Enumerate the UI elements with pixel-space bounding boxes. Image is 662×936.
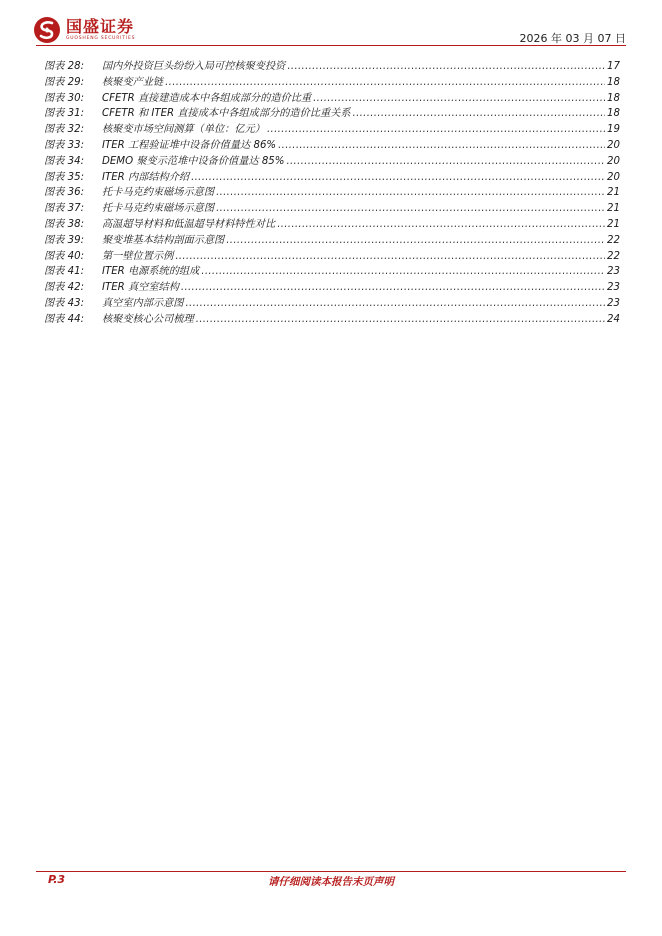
toc-entry-title: ITER 内部结构介绍 (102, 171, 190, 183)
toc-entry[interactable] (44, 57, 620, 73)
disclaimer-note: 请仔细阅读本报告末页声明 (268, 876, 394, 888)
toc-entry-page: 18 (607, 92, 620, 104)
toc-entry-title: ITER 电源系统的组成 (102, 266, 200, 278)
toc-entry-title: 真空室内部示意图 (102, 297, 184, 309)
toc-dot-leader (226, 235, 605, 246)
toc-dot-leader (267, 124, 605, 135)
page-header (0, 0, 662, 48)
toc-entry-number: 图表 43: (44, 297, 85, 309)
toc-dot-leader (201, 266, 605, 277)
toc-entry-page: 18 (607, 76, 620, 88)
toc-entry-title: 聚变堆基本结构剖面示意图 (102, 234, 225, 246)
toc-dot-leader (278, 140, 605, 151)
toc-entry-title: ITER 工程验证堆中设备价值量达 86% (102, 139, 277, 151)
toc-entry-number: 图表 32: (44, 124, 85, 136)
toc-dot-leader (277, 219, 605, 230)
toc-entry[interactable] (44, 136, 620, 152)
toc-entry[interactable] (44, 120, 620, 136)
toc-entry[interactable] (44, 89, 620, 105)
toc-entry[interactable] (44, 231, 620, 247)
toc-entry-number: 图表 36: (44, 187, 85, 199)
toc-dot-leader (287, 61, 605, 72)
toc-dot-leader (186, 298, 606, 309)
footer-divider (36, 871, 626, 872)
toc-dot-leader (286, 156, 605, 167)
toc-entry[interactable] (44, 73, 620, 89)
toc-entry-page: 24 (607, 313, 620, 325)
toc-entry-page: 20 (607, 155, 620, 167)
toc-entry-number: 图表 38: (44, 218, 85, 230)
toc-entry-page: 23 (607, 297, 620, 309)
toc-entry-page: 19 (607, 124, 620, 136)
figure-index-list (44, 57, 620, 326)
toc-entry-title: 国内外投资巨头纷纷入局可控核聚变投资 (102, 61, 286, 72)
toc-entry-number: 图表 35: (44, 171, 85, 183)
toc-entry-number: 图表 31: (44, 108, 85, 120)
toc-dot-leader (353, 108, 605, 119)
toc-entry[interactable] (44, 294, 620, 310)
header-divider (36, 45, 626, 46)
toc-entry[interactable] (44, 215, 620, 231)
toc-entry-page: 22 (607, 234, 620, 246)
company-logo-icon (33, 16, 61, 44)
toc-entry-page: 20 (607, 171, 620, 183)
logo-english-name: GUOSHENG SECURITIES (66, 36, 136, 41)
toc-entry-title: DEMO 聚变示范堆中设备价值量达 85% (102, 155, 285, 167)
toc-dot-leader (165, 77, 605, 88)
toc-entry[interactable] (44, 168, 620, 184)
toc-entry-page: 21 (607, 187, 620, 199)
toc-entry-number: 图表 40: (44, 250, 85, 262)
toc-entry-title: ITER 真空室结构 (102, 282, 179, 294)
toc-entry-number: 图表 29: (44, 76, 85, 88)
toc-entry-number: 图表 44: (44, 313, 85, 325)
toc-entry[interactable] (44, 152, 620, 168)
logo-chinese-name: 国盛证券 (66, 17, 135, 36)
toc-entry-number: 图表 34: (44, 155, 85, 167)
toc-entry-title: 核聚变核心公司梳理 (102, 313, 194, 325)
toc-entry[interactable] (44, 247, 620, 263)
toc-entry-title: 托卡马克约束磁场示意图 (102, 203, 215, 215)
toc-entry[interactable] (44, 199, 620, 215)
toc-entry[interactable] (44, 104, 620, 120)
toc-entry-title: 核聚变市场空间测算（单位：亿元） (102, 124, 265, 136)
toc-entry-title: 托卡马克约束磁场示意图 (102, 187, 215, 199)
toc-dot-leader (196, 314, 605, 325)
toc-entry-number: 图表 41: (44, 266, 85, 278)
toc-entry-title: 核聚变产业链 (102, 76, 164, 88)
toc-entry-number: 图表 39: (44, 234, 85, 246)
toc-entry-number: 图表 42: (44, 282, 85, 294)
toc-entry[interactable] (44, 262, 620, 278)
toc-dot-leader (313, 93, 605, 104)
toc-entry-title: 第一壁位置示例 (102, 250, 174, 262)
toc-entry-page: 22 (607, 250, 620, 262)
toc-entry-title: CFETR 和 ITER 直接成本中各组成部分的造价比重关系 (102, 108, 351, 120)
toc-dot-leader (175, 251, 605, 262)
toc-entry[interactable] (44, 278, 620, 294)
toc-dot-leader (216, 187, 605, 198)
toc-entry-number: 图表 28: (44, 61, 85, 72)
toc-entry-page: 21 (607, 218, 620, 230)
toc-dot-leader (191, 172, 605, 183)
company-logo (33, 16, 135, 44)
toc-entry[interactable] (44, 310, 620, 326)
toc-entry-number: 图表 37: (44, 203, 85, 215)
toc-entry-title: CFETR 直接建造成本中各组成部分的造价比重 (102, 92, 312, 104)
toc-entry-page: 17 (607, 61, 620, 72)
toc-entry-number: 图表 33: (44, 139, 85, 151)
page-number: P.3 (48, 873, 66, 886)
toc-entry-page: 18 (607, 108, 620, 120)
toc-dot-leader (216, 203, 605, 214)
toc-entry-title: 高温超导材料和低温超导材料特性对比 (102, 218, 276, 230)
toc-entry[interactable] (44, 183, 620, 199)
toc-entry-number: 图表 30: (44, 92, 85, 104)
toc-entry-page: 23 (607, 266, 620, 278)
toc-entry-page: 21 (607, 203, 620, 215)
toc-dot-leader (181, 282, 605, 293)
toc-entry-page: 23 (607, 282, 620, 294)
report-date: 2026 年 03 月 07 日 (519, 32, 626, 45)
toc-entry-page: 20 (607, 139, 620, 151)
